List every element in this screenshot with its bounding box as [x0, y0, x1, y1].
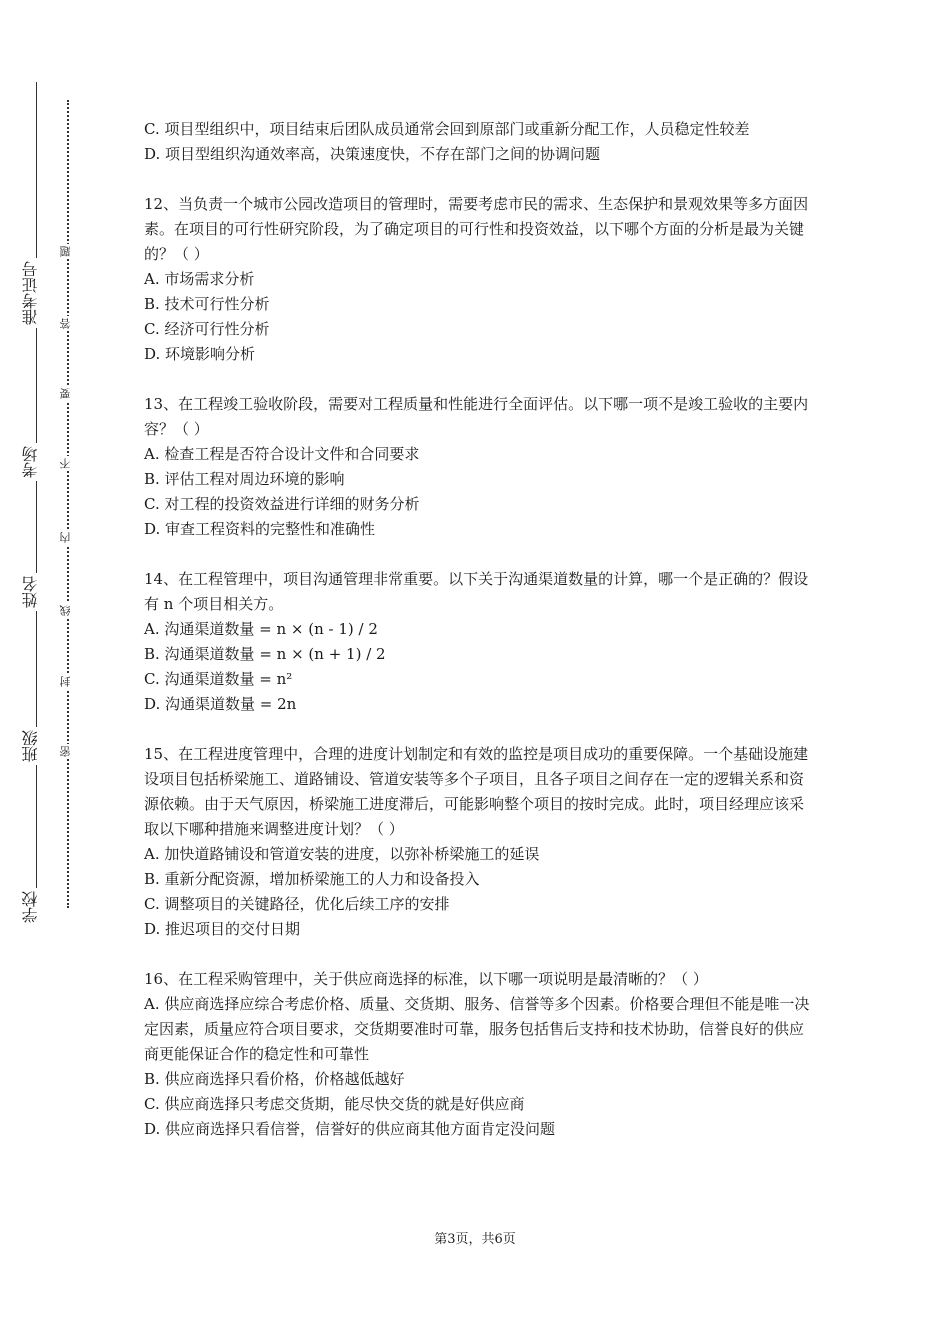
seal-char: 要 — [60, 386, 76, 401]
question-12 — [144, 192, 814, 367]
binding-strip-line — [36, 82, 37, 922]
option-d: D. 审查工程资料的完整性和准确性 — [144, 520, 376, 538]
page-number: 第3页，共6页 — [434, 1232, 516, 1247]
seal-dotted-line — [67, 100, 69, 908]
question-14 — [144, 567, 814, 717]
question-13 — [144, 392, 814, 542]
question-content — [144, 117, 814, 1142]
school-label: 学校 — [23, 888, 51, 926]
question-16 — [144, 967, 814, 1142]
exam-room-label: 考场 — [23, 443, 51, 481]
seal-char: 内 — [60, 530, 76, 545]
option-d: D. 供应商选择只看信誉，信誉好的供应商其他方面肯定没问题 — [144, 1120, 556, 1138]
option-a: A. 市场需求分析 — [144, 270, 255, 288]
option-c: C. 经济可行性分析 — [144, 320, 270, 338]
seal-char: 线 — [60, 603, 76, 618]
seal-char: 封 — [60, 674, 76, 689]
class-label: 班级 — [23, 727, 51, 765]
option-c: C. 供应商选择只考虑交货期，能尽快交货的就是好供应商 — [144, 1095, 525, 1113]
seal-char: 密 — [60, 744, 76, 759]
seal-char: 答 — [60, 316, 76, 331]
option-b: B. 供应商选择只看价格，价格越低越好 — [144, 1070, 405, 1088]
option-a: A. 检查工程是否符合设计文件和合同要求 — [144, 445, 420, 463]
question-text: 15、在工程进度管理中，合理的进度计划制定和有效的监控是项目成功的重要保障。一个基础设施建设项目包括桥梁施工、道路铺设、管道安装等多个子项目，且各子项目之间存在一定的逻辑关系和资源依赖。由于天气原因，桥梁施工进度滞后，可能影响整个项目的按时完成。此时，项目经理应该采取以下哪种措施来调整进度计划？（ ） — [144, 745, 809, 838]
seal-char: 不 — [60, 456, 76, 471]
option-c: C. 沟通渠道数量 = n² — [144, 670, 293, 688]
name-label: 姓名 — [23, 573, 51, 611]
carryover-option-d: D. 项目型组织沟通效率高，决策速度快，不存在部门之间的协调问题 — [144, 145, 601, 163]
seal-char: 题 — [60, 244, 76, 259]
carryover-option-c: C. 项目型组织中，项目结束后团队成员通常会回到原部门或重新分配工作，人员稳定性较差 — [144, 120, 750, 138]
option-b: B. 评估工程对周边环境的影响 — [144, 470, 345, 488]
question-text: 16、在工程采购管理中，关于供应商选择的标准，以下哪一项说明是最清晰的？（ ） — [144, 970, 708, 988]
question-text: 13、在工程竣工验收阶段，需要对工程质量和性能进行全面评估。以下哪一项不是竣工验收的主要内容？（ ） — [144, 395, 809, 438]
option-d: D. 环境影响分析 — [144, 345, 256, 363]
option-a: A. 供应商选择应综合考虑价格、质量、交货期、服务、信誉等多个因素。价格要合理但不能是唯一决定因素，质量应符合项目要求，交货期要准时可靠，服务包括售后支持和技术协助，信誉良好的供应商更能保证合作的稳定性和可靠性 — [144, 995, 810, 1063]
exam-id-label: 准考证号 — [23, 258, 51, 328]
option-b: B. 技术可行性分析 — [144, 295, 270, 313]
option-c: C. 调整项目的关键路径，优化后续工序的安排 — [144, 895, 450, 913]
question-text: 14、在工程管理中，项目沟通管理非常重要。以下关于沟通渠道数量的计算，哪一个是正确的？假设有 n 个项目相关方。 — [144, 570, 809, 613]
option-d: D. 推迟项目的交付日期 — [144, 920, 301, 938]
option-b: B. 沟通渠道数量 = n × (n + 1) / 2 — [144, 645, 386, 663]
question-15 — [144, 742, 814, 942]
option-d: D. 沟通渠道数量 = 2n — [144, 695, 297, 713]
option-a: A. 加快道路铺设和管道安装的进度，以弥补桥梁施工的延误 — [144, 845, 540, 863]
option-c: C. 对工程的投资效益进行详细的财务分析 — [144, 495, 420, 513]
option-b: B. 重新分配资源，增加桥梁施工的人力和设备投入 — [144, 870, 480, 888]
question-text: 12、当负责一个城市公园改造项目的管理时，需要考虑市民的需求、生态保护和景观效果等多方面因素。在项目的可行性研究阶段，为了确定项目的可行性和投资效益，以下哪个方面的分析是最为关键的？（ ） — [144, 195, 809, 263]
option-a: A. 沟通渠道数量 = n × (n - 1) / 2 — [144, 620, 378, 638]
